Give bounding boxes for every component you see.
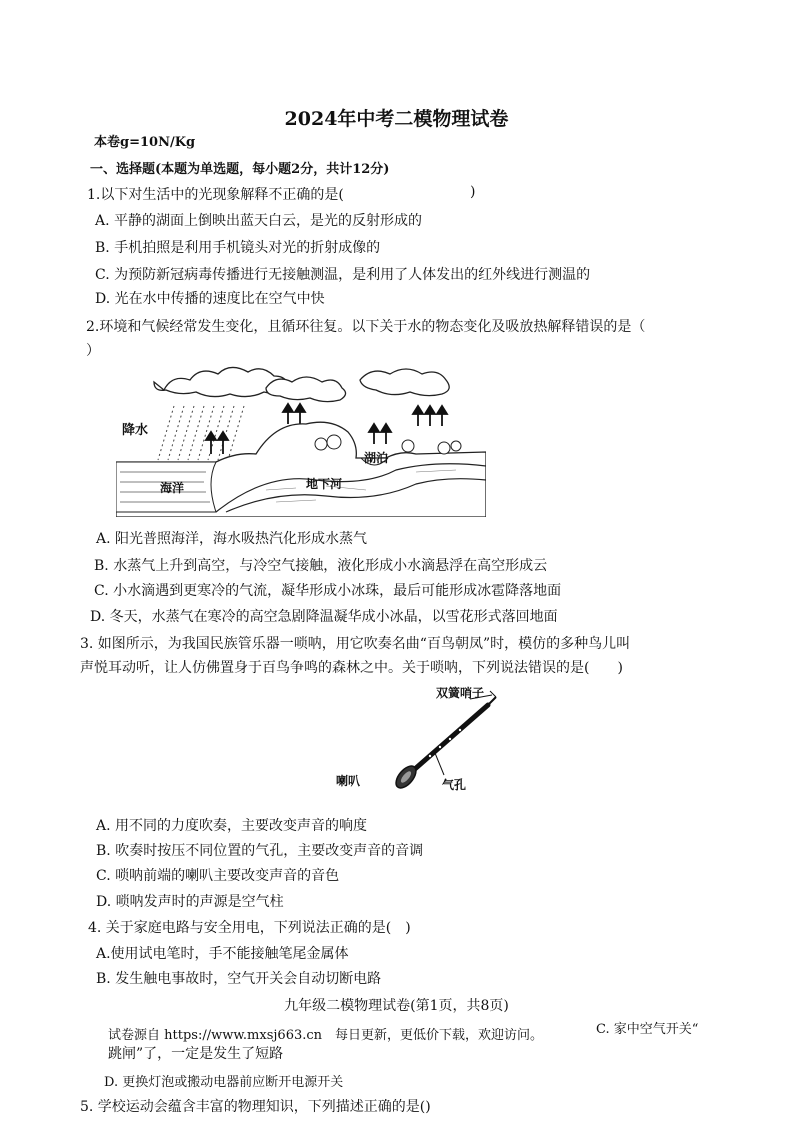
- q2-option-b: B. 水蒸气上升到高空，与冷空气接触，液化形成小水滴悬浮在高空形成云: [94, 558, 548, 574]
- q3-option-d: D. 唢呐发声时的声源是空气柱: [96, 894, 284, 910]
- q2-option-c: C. 小水滴遇到更寒冷的气流，凝华形成小冰珠，最后可能形成冰雹降落地面: [94, 583, 562, 599]
- section-heading: 一、选择题(本题为单选题，每小题2分，共计12分): [90, 162, 390, 177]
- rain-label: 降水: [122, 423, 149, 438]
- question-1-stem: 1.以下对生活中的光现象解释不正确的是(: [87, 187, 344, 203]
- gravity-note: 本卷g=10N/Kg: [94, 135, 196, 150]
- source-line: 试卷源自 https://www.mxsj663.cn 每日更新，更低价下载，欢迎访问。: [108, 1028, 544, 1043]
- question-3-stem-line2: 声悦耳动听，让人仿佛置身于百鸟争鸣的森林之中。关于唢呐，下列说法错误的是( ): [80, 660, 623, 676]
- question-5-stem: 5. 学校运动会蕴含丰富的物理知识，下列描述正确的是(): [80, 1099, 431, 1115]
- q2-option-d: D. 冬天，水蒸气在寒冷的高空急剧降温凝华成小冰晶，以雪花形式落回地面: [90, 609, 558, 625]
- q1-option-b: B. 手机拍照是利用手机镜头对光的折射成像的: [95, 240, 381, 256]
- q4-option-d: D. 更换灯泡或搬动电器前应断开电源开关: [104, 1075, 344, 1090]
- q4-option-c-part1: C. 家中空气开关“: [596, 1022, 699, 1037]
- question-4-stem: 4. 关于家庭电路与安全用电，下列说法正确的是( ): [88, 920, 411, 936]
- air-hole-label: 气孔: [442, 778, 467, 792]
- question-1-stem-end: ): [470, 184, 476, 200]
- q3-option-c: C. 唢呐前端的喇叭主要改变声音的音色: [96, 868, 340, 884]
- q4-option-a: A.使用试电笔时，手不能接触笔尾金属体: [96, 946, 349, 962]
- suona-figure: [330, 683, 510, 798]
- water-cycle-figure: [116, 362, 486, 517]
- q1-option-d: D. 光在水中传播的速度比在空气中快: [95, 291, 325, 307]
- q4-option-b: B. 发生触电事故时，空气开关会自动切断电路: [96, 971, 382, 987]
- question-2-stem: 2.环境和气候经常发生变化，且循环往复。以下关于水的物态变化及吸放热解释错误的是（: [86, 319, 646, 335]
- page-title: 2024年中考二模物理试卷: [284, 108, 509, 130]
- q3-option-a: A. 用不同的力度吹奏，主要改变声音的响度: [96, 818, 368, 834]
- q1-option-c: C. 为预防新冠病毒传播进行无接触测温，是利用了人体发出的红外线进行测温的: [95, 267, 591, 283]
- reed-label: 双簧哨子: [436, 686, 485, 700]
- horn-label: 喇叭: [336, 774, 361, 788]
- page-footer: 九年级二模物理试卷(第1页，共8页): [284, 998, 509, 1014]
- lake-label: 湖泊: [364, 451, 389, 465]
- q1-option-a: A. 平静的湖面上倒映出蓝天白云，是光的反射形成的: [95, 213, 423, 229]
- question-3-stem-line1: 3. 如图所示，为我国民族管乐器一唢呐，用它吹奏名曲“百鸟朝凤”时，模仿的多种鸟儿叫: [80, 636, 631, 652]
- q2-option-a: A. 阳光普照海洋，海水吸热汽化形成水蒸气: [96, 531, 368, 547]
- sea-label: 海洋: [160, 481, 185, 495]
- q3-option-b: B. 吹奏时按压不同位置的气孔，主要改变声音的音调: [96, 843, 424, 859]
- question-2-stem-end: ）: [86, 343, 100, 359]
- q4-option-c-part2: 跳闸”了，一定是发生了短路: [108, 1046, 284, 1062]
- underground-river-label: 地下河: [306, 477, 343, 491]
